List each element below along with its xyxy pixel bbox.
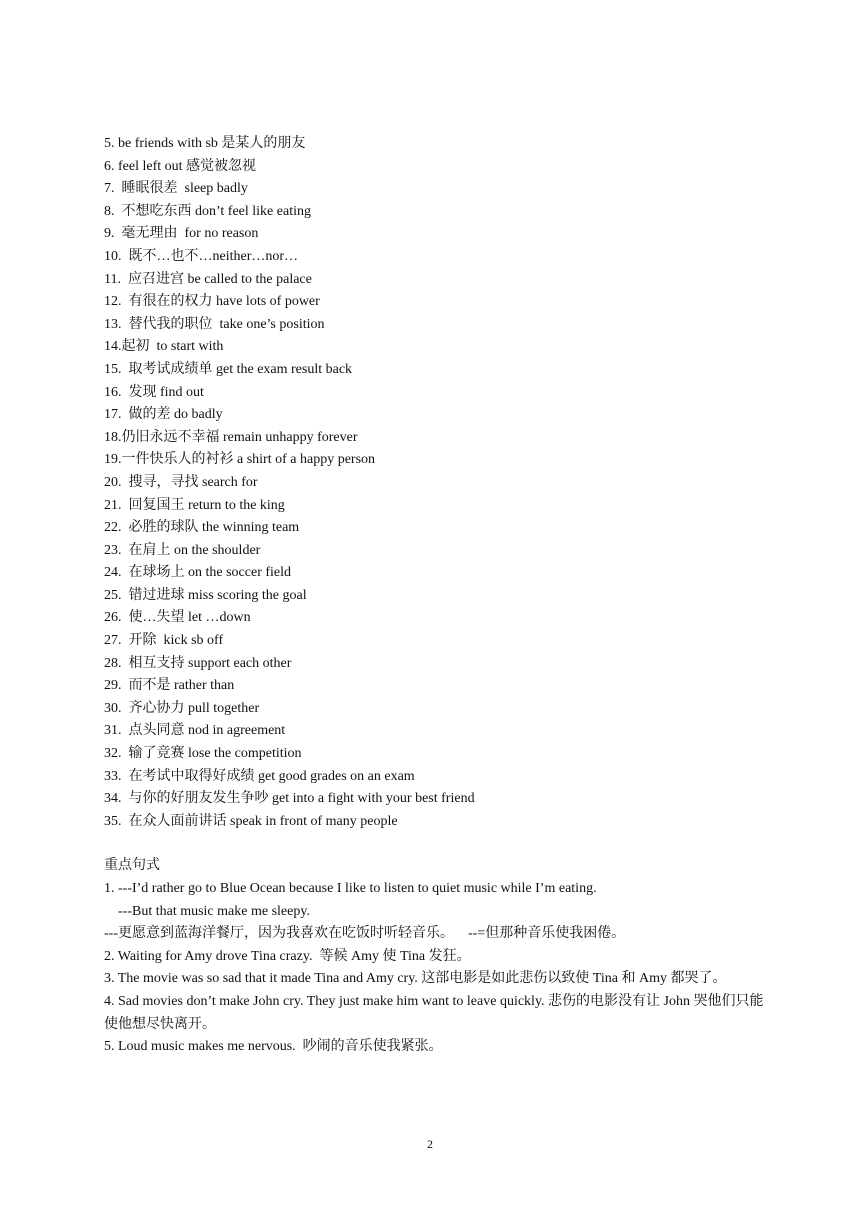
- phrase-item: 14.起初 to start with: [104, 339, 224, 355]
- phrase-item: 31. 点头同意 nod in agreement: [104, 723, 286, 739]
- phrase-item: 11. 应召进宫 be called to the palace: [104, 271, 312, 287]
- phrase-item: 25. 错过进球 miss scoring the goal: [104, 587, 307, 603]
- section-gap: [104, 833, 764, 855]
- phrase-item: 33. 在考试中取得好成绩 get good grades on an exam: [104, 768, 415, 784]
- phrase-item: 5. be friends with sb 是某人的朋友: [104, 136, 306, 151]
- sentence-1-translation: ---更愿意到蓝海洋餐厅，因为我喜欢在吃饭时听轻音乐。 --=但那种音乐使我困倦。: [104, 926, 626, 942]
- phrase-item: 19.一件快乐人的衬衫 a shirt of a happy person: [104, 452, 376, 468]
- sentence-5: 5. Loud music makes me nervous. 吵闹的音乐使我紧张。: [104, 1039, 443, 1055]
- phrase-item: 22. 必胜的球队 the winning team: [104, 520, 300, 536]
- phrase-item: 15. 取考试成绩单 get the exam result back: [104, 361, 353, 377]
- phrase-item: 29. 而不是 rather than: [104, 678, 235, 694]
- phrase-item: 17. 做的差 do badly: [104, 407, 223, 423]
- phrase-item: 28. 相互支持 support each other: [104, 655, 292, 671]
- phrase-item: 16. 发现 find out: [104, 384, 204, 400]
- phrase-item: 8. 不想吃东西 don’t feel like eating: [104, 203, 311, 219]
- phrase-list: [104, 133, 764, 833]
- sentence-1-answer: ---But that music make me sleepy.: [104, 903, 310, 919]
- phrase-item: 13. 替代我的职位 take one’s position: [104, 316, 325, 332]
- phrase-item: 34. 与你的好朋友发生争吵 get into a fight with your best friend: [104, 791, 475, 807]
- phrase-item: 30. 齐心协力 pull together: [104, 700, 260, 716]
- phrase-item: 23. 在肩上 on the shoulder: [104, 542, 261, 558]
- section-title: 重点句式: [104, 858, 160, 874]
- phrase-item: 9. 毫无理由 for no reason: [104, 226, 259, 242]
- sentence-3: 3. The movie was so sad that it made Tina and Amy cry. 这部电影是如此悲伤以致使 Tina 和 Amy 都哭了。: [104, 971, 727, 987]
- page-number: 2: [427, 1137, 433, 1151]
- phrase-item: 27. 开除 kick sb off: [104, 633, 224, 649]
- phrase-item: 18.仍旧永远不幸福 remain unhappy forever: [104, 429, 358, 445]
- document-content: [104, 133, 764, 1059]
- phrase-item: 24. 在球场上 on the soccer field: [104, 565, 292, 581]
- phrase-item: 10. 既不…也不…neither…nor…: [104, 248, 299, 264]
- sentence-4: 4. Sad movies don’t make John cry. They just make him want to leave quickly. 悲伤的电影没有让 John 哭他们只能使他想尽快离开。: [104, 993, 764, 1032]
- phrase-item: 6. feel left out 感觉被忽视: [104, 158, 257, 174]
- phrase-item: 26. 使…失望 let …down: [104, 610, 251, 626]
- phrase-item: 35. 在众人面前讲话 speak in front of many people: [104, 813, 398, 829]
- phrase-item: 12. 有很在的权力 have lots of power: [104, 294, 320, 310]
- phrase-item: 7. 睡眠很差 sleep badly: [104, 181, 248, 197]
- sentence-2: 2. Waiting for Amy drove Tina crazy. 等候 Amy 使 Tina 发狂。: [104, 948, 471, 964]
- phrase-item: 32. 输了竞赛 lose the competition: [104, 746, 302, 762]
- phrase-item: 21. 回复国王 return to the king: [104, 497, 285, 513]
- phrase-item: 20. 搜寻，寻找 search for: [104, 474, 258, 490]
- sentence-1-question: 1. ---I’d rather go to Blue Ocean because I like to listen to quiet music while I’m eating.: [104, 881, 597, 896]
